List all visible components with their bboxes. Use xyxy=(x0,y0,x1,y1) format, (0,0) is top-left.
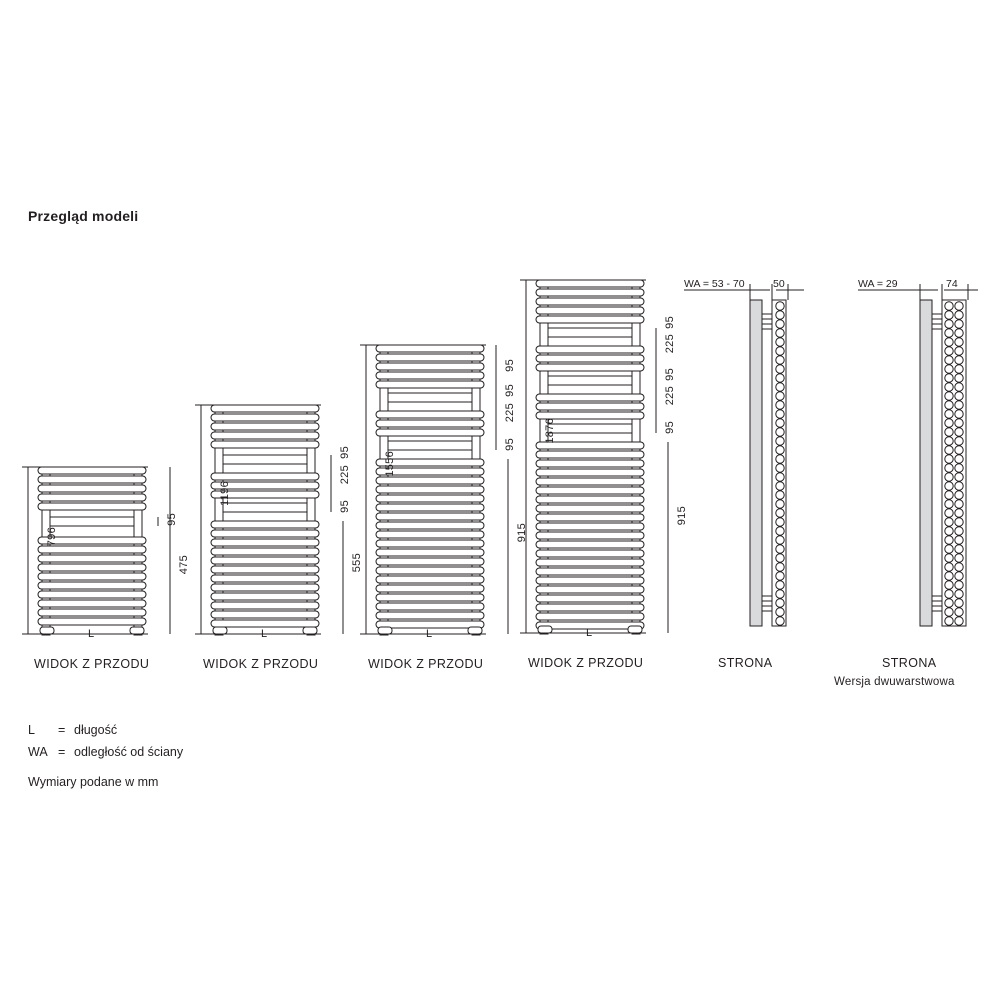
caption-side-sub: Wersja dwuwarstwowa xyxy=(834,676,955,688)
caption-front-view: WIDOK Z PRZODU xyxy=(528,656,644,670)
legend-key-L: L xyxy=(28,723,35,737)
wa-label: WA = 53 - 70 xyxy=(684,278,745,290)
model-1876 xyxy=(528,278,688,670)
dim-95-upper: 95 xyxy=(339,446,351,459)
dim-475: 475 xyxy=(178,555,190,575)
model-1876-drawing xyxy=(528,278,678,644)
legend-eq-1: = xyxy=(58,723,66,737)
dim-1556: 1556 xyxy=(384,451,396,477)
dim-1876: 1876 xyxy=(544,418,556,444)
legend-eq-2: = xyxy=(58,745,66,759)
width-label-L: L xyxy=(426,628,433,640)
wa-label: WA = 29 xyxy=(858,278,898,290)
model-1556 xyxy=(368,343,528,671)
dim-225: 225 xyxy=(339,465,351,485)
dim-225-b: 225 xyxy=(664,334,676,354)
dim-95-lower: 95 xyxy=(504,438,516,451)
side-double xyxy=(834,278,988,688)
side-single-drawing xyxy=(684,278,814,644)
caption-front-view: WIDOK Z PRZODU xyxy=(368,657,484,671)
legend-val-WA: odległość od ściany xyxy=(74,745,184,759)
dim-1196: 1196 xyxy=(219,481,231,506)
dim-95-upper: 95 xyxy=(504,359,516,372)
dim-95-mid: 95 xyxy=(504,384,516,397)
model-796 xyxy=(30,465,190,671)
width-label-L: L xyxy=(261,628,268,640)
caption-front-view: WIDOK Z PRZODU xyxy=(34,657,150,671)
dim-95: 95 xyxy=(166,513,178,526)
model-1196-drawing xyxy=(203,403,353,645)
dim-796: 796 xyxy=(46,527,58,547)
dim-555: 555 xyxy=(351,553,363,573)
caption-side: STRONA xyxy=(882,656,937,670)
depth-label: 74 xyxy=(946,278,958,290)
dim-915: 915 xyxy=(676,506,688,526)
dim-95-lower: 95 xyxy=(339,500,351,513)
dim-95-b: 95 xyxy=(664,368,676,381)
caption-front-view: WIDOK Z PRZODU xyxy=(203,657,319,671)
side-single xyxy=(684,278,814,670)
width-label-L: L xyxy=(586,627,593,639)
caption-side: STRONA xyxy=(718,656,773,670)
dim-225: 225 xyxy=(504,403,516,423)
model-1196 xyxy=(203,403,363,671)
model-1556-drawing xyxy=(368,343,518,645)
dim-915: 915 xyxy=(516,523,528,543)
legend-note: Wymiary podane w mm xyxy=(28,775,159,789)
dim-225-a: 225 xyxy=(664,386,676,406)
dim-95-c: 95 xyxy=(664,316,676,329)
legend-val-L: długość xyxy=(74,723,118,737)
legend-key-WA: WA xyxy=(28,745,48,759)
page-title: Przegląd modeli xyxy=(28,208,139,224)
dim-95-a: 95 xyxy=(664,421,676,434)
width-label-L: L xyxy=(88,628,95,640)
side-double-drawing xyxy=(858,278,988,644)
model-796-drawing xyxy=(30,465,180,645)
depth-label: 50 xyxy=(773,278,785,290)
